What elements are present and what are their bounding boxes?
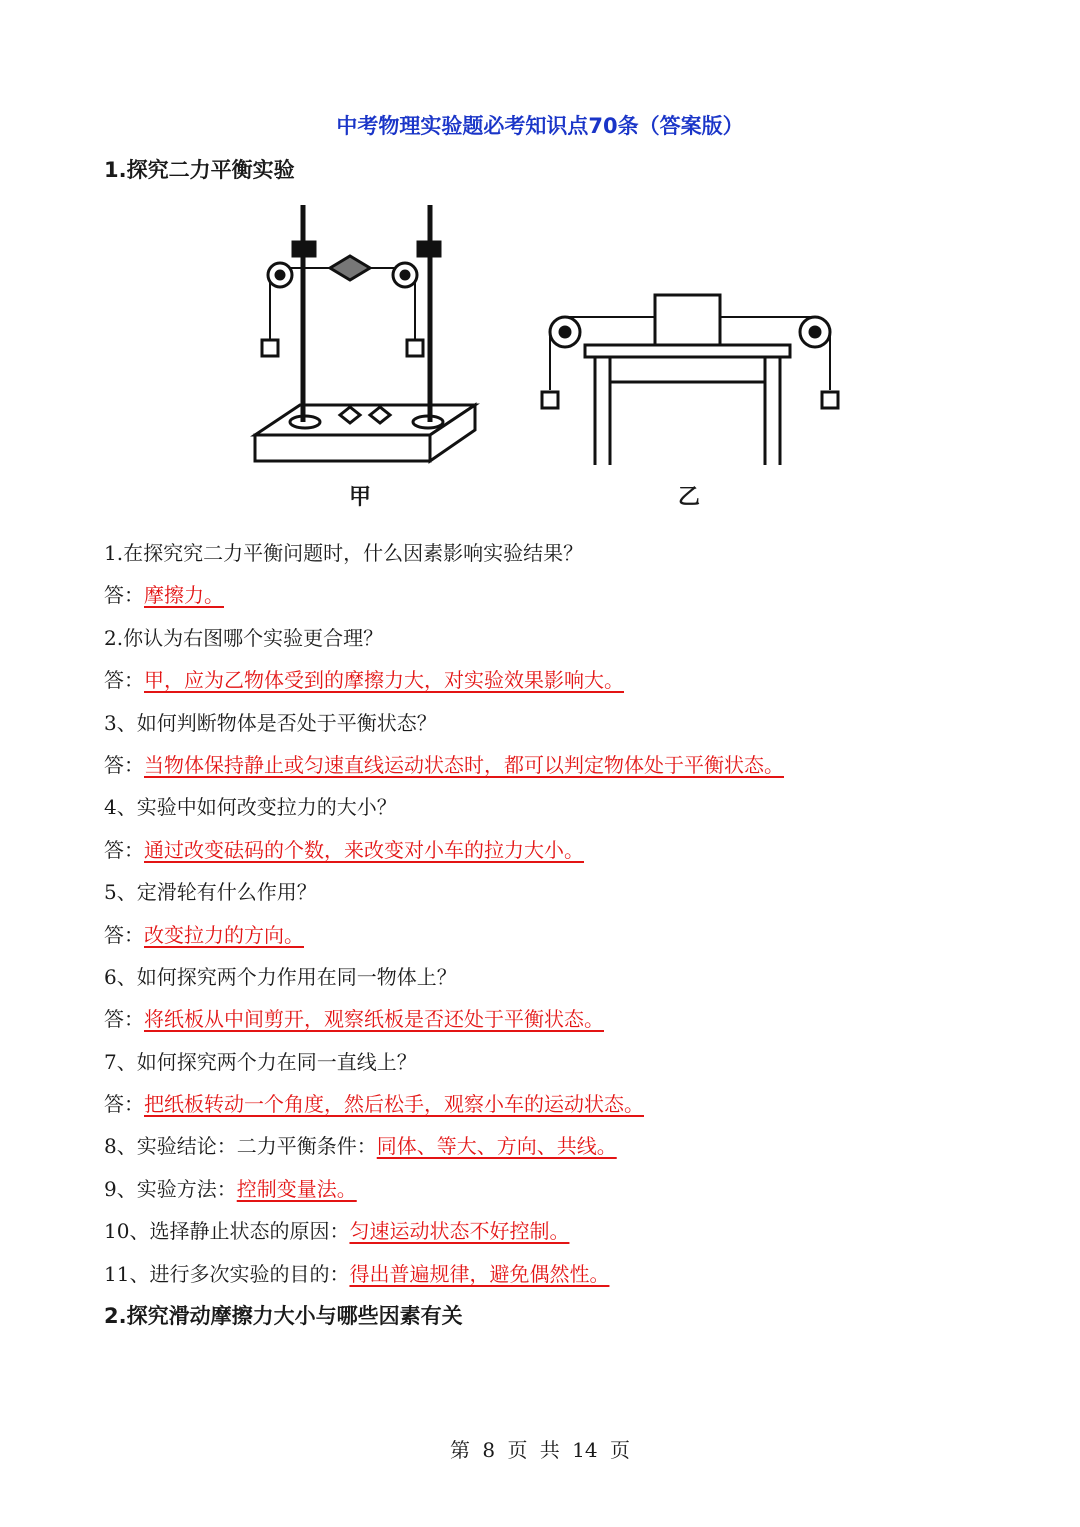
question-text: 10、选择静止状态的原因： (104, 1219, 350, 1244)
qa-line (104, 574, 1004, 616)
qa-line (104, 1041, 1004, 1083)
question-text: 8、实验结论：二力平衡条件： (104, 1134, 377, 1159)
answer-text: 匀速运动状态不好控制。 (349, 1219, 570, 1244)
qa-list (104, 532, 1004, 1295)
qa-line (104, 998, 1004, 1040)
answer-prefix: 答： (104, 668, 144, 693)
answer-text: 将纸板从中间剪开，观察纸板是否还处于平衡状态。 (144, 1007, 604, 1032)
answer-text: 摩擦力。 (144, 583, 224, 608)
section-heading-2: 2.探究滑动摩擦力大小与哪些因素有关 (104, 1304, 463, 1328)
question-text: 11、进行多次实验的目的： (104, 1261, 350, 1286)
qa-line (104, 786, 1004, 828)
answer-prefix: 答： (104, 1092, 144, 1117)
answer-text: 同体、等大、方向、共线。 (376, 1134, 617, 1159)
figure-label-a: 甲 (349, 485, 372, 510)
qa-line (104, 744, 1004, 786)
qa-line (104, 702, 1004, 744)
question-text: 6、如何探究两个力作用在同一物体上？ (104, 964, 457, 989)
qa-line (104, 1210, 1004, 1252)
qa-line (104, 659, 1004, 701)
page-title: 中考物理实验题必考知识点70条（答案版） (336, 114, 744, 138)
answer-text: 甲，应为乙物体受到的摩擦力大，对实验效果影响大。 (144, 668, 624, 693)
question-text: 1.在探究究二力平衡问题时，什么因素影响实验结果？ (104, 541, 584, 565)
question-text: 4、实验中如何改变拉力的大小？ (104, 795, 397, 820)
answer-text: 得出普遍规律，避免偶然性。 (349, 1261, 610, 1286)
answer-prefix: 答： (104, 1007, 144, 1032)
question-text: 3、如何判断物体是否处于平衡状态？ (104, 710, 437, 735)
qa-line (104, 871, 1004, 913)
question-text: 9、实验方法： (104, 1176, 237, 1201)
section-heading-1: 1.探究二力平衡实验 (104, 158, 295, 182)
answer-text: 把纸板转动一个角度，然后松手，观察小车的运动状态。 (144, 1092, 644, 1117)
figure-label-b: 乙 (678, 485, 701, 510)
qa-line (104, 1125, 1004, 1167)
qa-line (104, 1253, 1004, 1295)
qa-line (104, 1083, 1004, 1125)
experiment-figure (225, 190, 855, 520)
qa-line (104, 532, 1004, 574)
answer-prefix: 答： (104, 583, 144, 608)
qa-line (104, 829, 1004, 871)
page-footer: 第 8 页 共 14 页 (450, 1438, 630, 1462)
question-text: 2.你认为右图哪个实验更合理？ (104, 625, 384, 650)
answer-text: 通过改变砝码的个数，来改变对小车的拉力大小。 (144, 837, 584, 862)
qa-line (104, 617, 1004, 659)
answer-prefix: 答： (104, 752, 144, 777)
apparatus-diagram (225, 190, 855, 520)
answer-text: 控制变量法。 (236, 1176, 357, 1201)
qa-line (104, 1168, 1004, 1210)
qa-line (104, 914, 1004, 956)
answer-text: 当物体保持静止或匀速直线运动状态时，都可以判定物体处于平衡状态。 (144, 752, 784, 777)
answer-prefix: 答： (104, 922, 144, 947)
answer-prefix: 答： (104, 837, 144, 862)
qa-line (104, 956, 1004, 998)
answer-text: 改变拉力的方向。 (144, 922, 304, 947)
question-text: 7、如何探究两个力在同一直线上？ (104, 1049, 417, 1074)
question-text: 5、定滑轮有什么作用？ (104, 880, 317, 905)
